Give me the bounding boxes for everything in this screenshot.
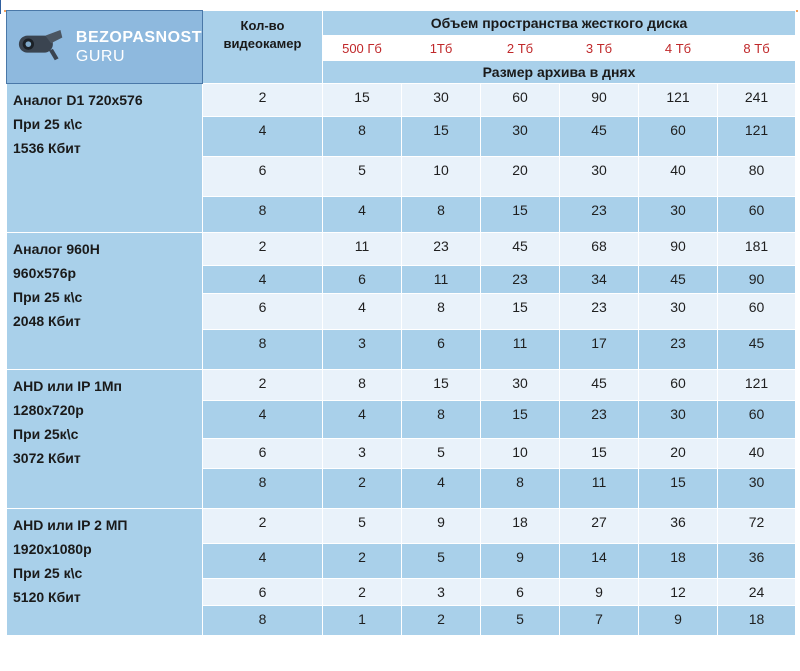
archive-days-cell: 9 [639, 606, 718, 636]
archive-days-cell: 60 [481, 84, 560, 117]
archive-days-cell: 8 [323, 370, 402, 401]
archive-days-cell: 15 [481, 197, 560, 233]
cameras-count-header: Кол-во видеокамер [203, 11, 323, 84]
left-edge-line [0, 0, 1, 14]
archive-days-cell: 45 [718, 330, 796, 370]
archive-days-cell: 3 [323, 439, 402, 469]
camera-type-line: 1920x1080p [13, 541, 92, 557]
camera-count-cell: 6 [203, 157, 323, 197]
archive-days-cell: 8 [402, 401, 481, 439]
camera-type-line: AHD или IP 2 МП [13, 517, 128, 533]
archive-days-cell: 121 [639, 84, 718, 117]
archive-days-cell: 15 [323, 84, 402, 117]
archive-days-cell: 8 [481, 469, 560, 509]
camera-count-cell: 4 [203, 544, 323, 579]
archive-days-cell: 36 [718, 544, 796, 579]
archive-days-cell: 40 [718, 439, 796, 469]
archive-days-cell: 23 [481, 266, 560, 294]
archive-days-cell: 5 [402, 544, 481, 579]
archive-days-cell: 30 [639, 294, 718, 330]
archive-days-cell: 11 [402, 266, 481, 294]
archive-days-cell: 40 [639, 157, 718, 197]
camera-type-line: 1280x720p [13, 402, 84, 418]
archive-days-cell: 6 [402, 330, 481, 370]
archive-days-cell: 18 [639, 544, 718, 579]
camera-count-cell: 8 [203, 197, 323, 233]
archive-days-cell: 30 [560, 157, 639, 197]
camera-count-cell: 8 [203, 330, 323, 370]
archive-days-cell: 36 [639, 509, 718, 544]
archive-days-cell: 17 [560, 330, 639, 370]
archive-days-cell: 121 [718, 117, 796, 157]
archive-days-cell: 20 [639, 439, 718, 469]
archive-days-cell: 90 [560, 84, 639, 117]
archive-days-cell: 30 [481, 117, 560, 157]
archive-days-cell: 15 [481, 401, 560, 439]
archive-days-cell: 15 [639, 469, 718, 509]
archive-days-cell: 5 [323, 157, 402, 197]
archive-days-cell: 23 [402, 233, 481, 266]
archive-days-cell: 2 [323, 579, 402, 606]
archive-days-header: Размер архива в днях [323, 61, 796, 84]
archive-days-cell: 5 [323, 509, 402, 544]
archive-days-cell: 60 [639, 117, 718, 157]
camera-count-cell: 2 [203, 84, 323, 117]
camera-count-cell: 6 [203, 294, 323, 330]
archive-days-cell: 90 [639, 233, 718, 266]
archive-days-cell: 4 [323, 197, 402, 233]
archive-days-cell: 15 [402, 117, 481, 157]
camera-count-cell: 6 [203, 579, 323, 606]
archive-days-cell: 15 [402, 370, 481, 401]
table-row [7, 370, 796, 401]
archive-days-cell: 60 [718, 401, 796, 439]
archive-days-cell: 11 [560, 469, 639, 509]
camera-type-line: Аналог D1 720x576 [13, 92, 143, 108]
table-row [7, 233, 796, 266]
archive-days-cell: 8 [323, 117, 402, 157]
camera-type-cell [7, 233, 203, 370]
disk-size-cell: 2 Тб [481, 36, 560, 61]
camera-count-cell: 4 [203, 117, 323, 157]
camera-type-line: При 25 к\с [13, 116, 83, 132]
archive-days-cell: 23 [560, 294, 639, 330]
archive-days-cell: 14 [560, 544, 639, 579]
archive-days-cell: 18 [718, 606, 796, 636]
archive-days-cell: 2 [323, 469, 402, 509]
camera-type-line: AHD или IP 1Мп [13, 378, 122, 394]
archive-days-cell: 45 [639, 266, 718, 294]
archive-days-cell: 30 [718, 469, 796, 509]
camera-type-line: При 25 к\с [13, 565, 83, 581]
logo-line-2: GURU [75, 48, 125, 65]
archive-days-cell: 23 [560, 401, 639, 439]
archive-days-cell: 68 [560, 233, 639, 266]
archive-days-cell: 80 [718, 157, 796, 197]
camera-type-cell [7, 509, 203, 636]
camera-type-cell [7, 370, 203, 509]
archive-days-cell: 3 [323, 330, 402, 370]
archive-days-cell: 8 [402, 197, 481, 233]
archive-days-cell: 45 [560, 370, 639, 401]
table-row [7, 509, 796, 544]
archive-days-cell: 34 [560, 266, 639, 294]
archive-days-cell: 181 [718, 233, 796, 266]
archive-size-table [6, 10, 796, 636]
disk-space-header: Объем пространства жесткого диска [323, 11, 796, 36]
archive-days-cell: 9 [560, 579, 639, 606]
archive-days-cell: 23 [560, 197, 639, 233]
archive-days-cell: 18 [481, 509, 560, 544]
archive-days-cell: 11 [323, 233, 402, 266]
archive-days-cell: 4 [402, 469, 481, 509]
archive-days-cell: 2 [402, 606, 481, 636]
disk-size-cell: 500 Гб [323, 36, 402, 61]
archive-days-cell: 7 [560, 606, 639, 636]
camera-count-cell: 4 [203, 401, 323, 439]
archive-days-cell: 2 [323, 544, 402, 579]
archive-days-cell: 6 [481, 579, 560, 606]
camera-count-cell: 2 [203, 509, 323, 544]
archive-days-cell: 90 [718, 266, 796, 294]
archive-days-cell: 27 [560, 509, 639, 544]
archive-days-cell: 5 [481, 606, 560, 636]
cctv-camera-icon [17, 25, 70, 69]
archive-days-cell: 72 [718, 509, 796, 544]
logo-line-1: BEZOPASNOST [75, 29, 202, 46]
archive-days-cell: 3 [402, 579, 481, 606]
archive-days-cell: 45 [481, 233, 560, 266]
archive-days-cell: 24 [718, 579, 796, 606]
archive-days-cell: 9 [481, 544, 560, 579]
archive-days-cell: 60 [718, 197, 796, 233]
camera-type-line: 960x576p [13, 265, 77, 281]
camera-count-cell: 4 [203, 266, 323, 294]
camera-type-cell [7, 84, 203, 233]
camera-count-cell: 2 [203, 233, 323, 266]
logo-cell [7, 11, 203, 84]
camera-type-line: 5120 Кбит [13, 589, 81, 605]
camera-type-line: 1536 Кбит [13, 140, 81, 156]
disk-size-cell: 1Тб [402, 36, 481, 61]
camera-count-cell: 8 [203, 469, 323, 509]
camera-type-line: 3072 Кбит [13, 450, 81, 466]
archive-days-cell: 121 [718, 370, 796, 401]
archive-days-cell: 30 [481, 370, 560, 401]
archive-days-cell: 30 [402, 84, 481, 117]
camera-count-cell: 8 [203, 606, 323, 636]
archive-days-cell: 15 [560, 439, 639, 469]
archive-days-cell: 241 [718, 84, 796, 117]
archive-days-cell: 60 [639, 370, 718, 401]
archive-days-cell: 23 [639, 330, 718, 370]
camera-count-cell: 6 [203, 439, 323, 469]
disk-size-cell: 4 Тб [639, 36, 718, 61]
disk-size-cell: 8 Тб [718, 36, 796, 61]
archive-days-cell: 4 [323, 401, 402, 439]
table-row [7, 84, 796, 117]
archive-days-cell: 45 [560, 117, 639, 157]
archive-days-cell: 30 [639, 401, 718, 439]
archive-days-cell: 10 [402, 157, 481, 197]
camera-count-cell: 2 [203, 370, 323, 401]
logo [7, 25, 202, 69]
archive-days-cell: 15 [481, 294, 560, 330]
archive-days-cell: 12 [639, 579, 718, 606]
archive-days-cell: 5 [402, 439, 481, 469]
archive-days-cell: 8 [402, 294, 481, 330]
archive-days-cell: 9 [402, 509, 481, 544]
archive-days-cell: 6 [323, 266, 402, 294]
camera-type-line: Аналог 960H [13, 241, 100, 257]
archive-days-cell: 10 [481, 439, 560, 469]
archive-days-cell: 60 [718, 294, 796, 330]
camera-type-line: При 25 к\с [13, 289, 83, 305]
archive-days-cell: 4 [323, 294, 402, 330]
archive-days-cell: 20 [481, 157, 560, 197]
archive-days-cell: 1 [323, 606, 402, 636]
archive-days-cell: 11 [481, 330, 560, 370]
camera-type-line: 2048 Кбит [13, 313, 81, 329]
camera-type-line: При 25к\с [13, 426, 79, 442]
disk-size-cell: 3 Тб [560, 36, 639, 61]
archive-days-cell: 30 [639, 197, 718, 233]
